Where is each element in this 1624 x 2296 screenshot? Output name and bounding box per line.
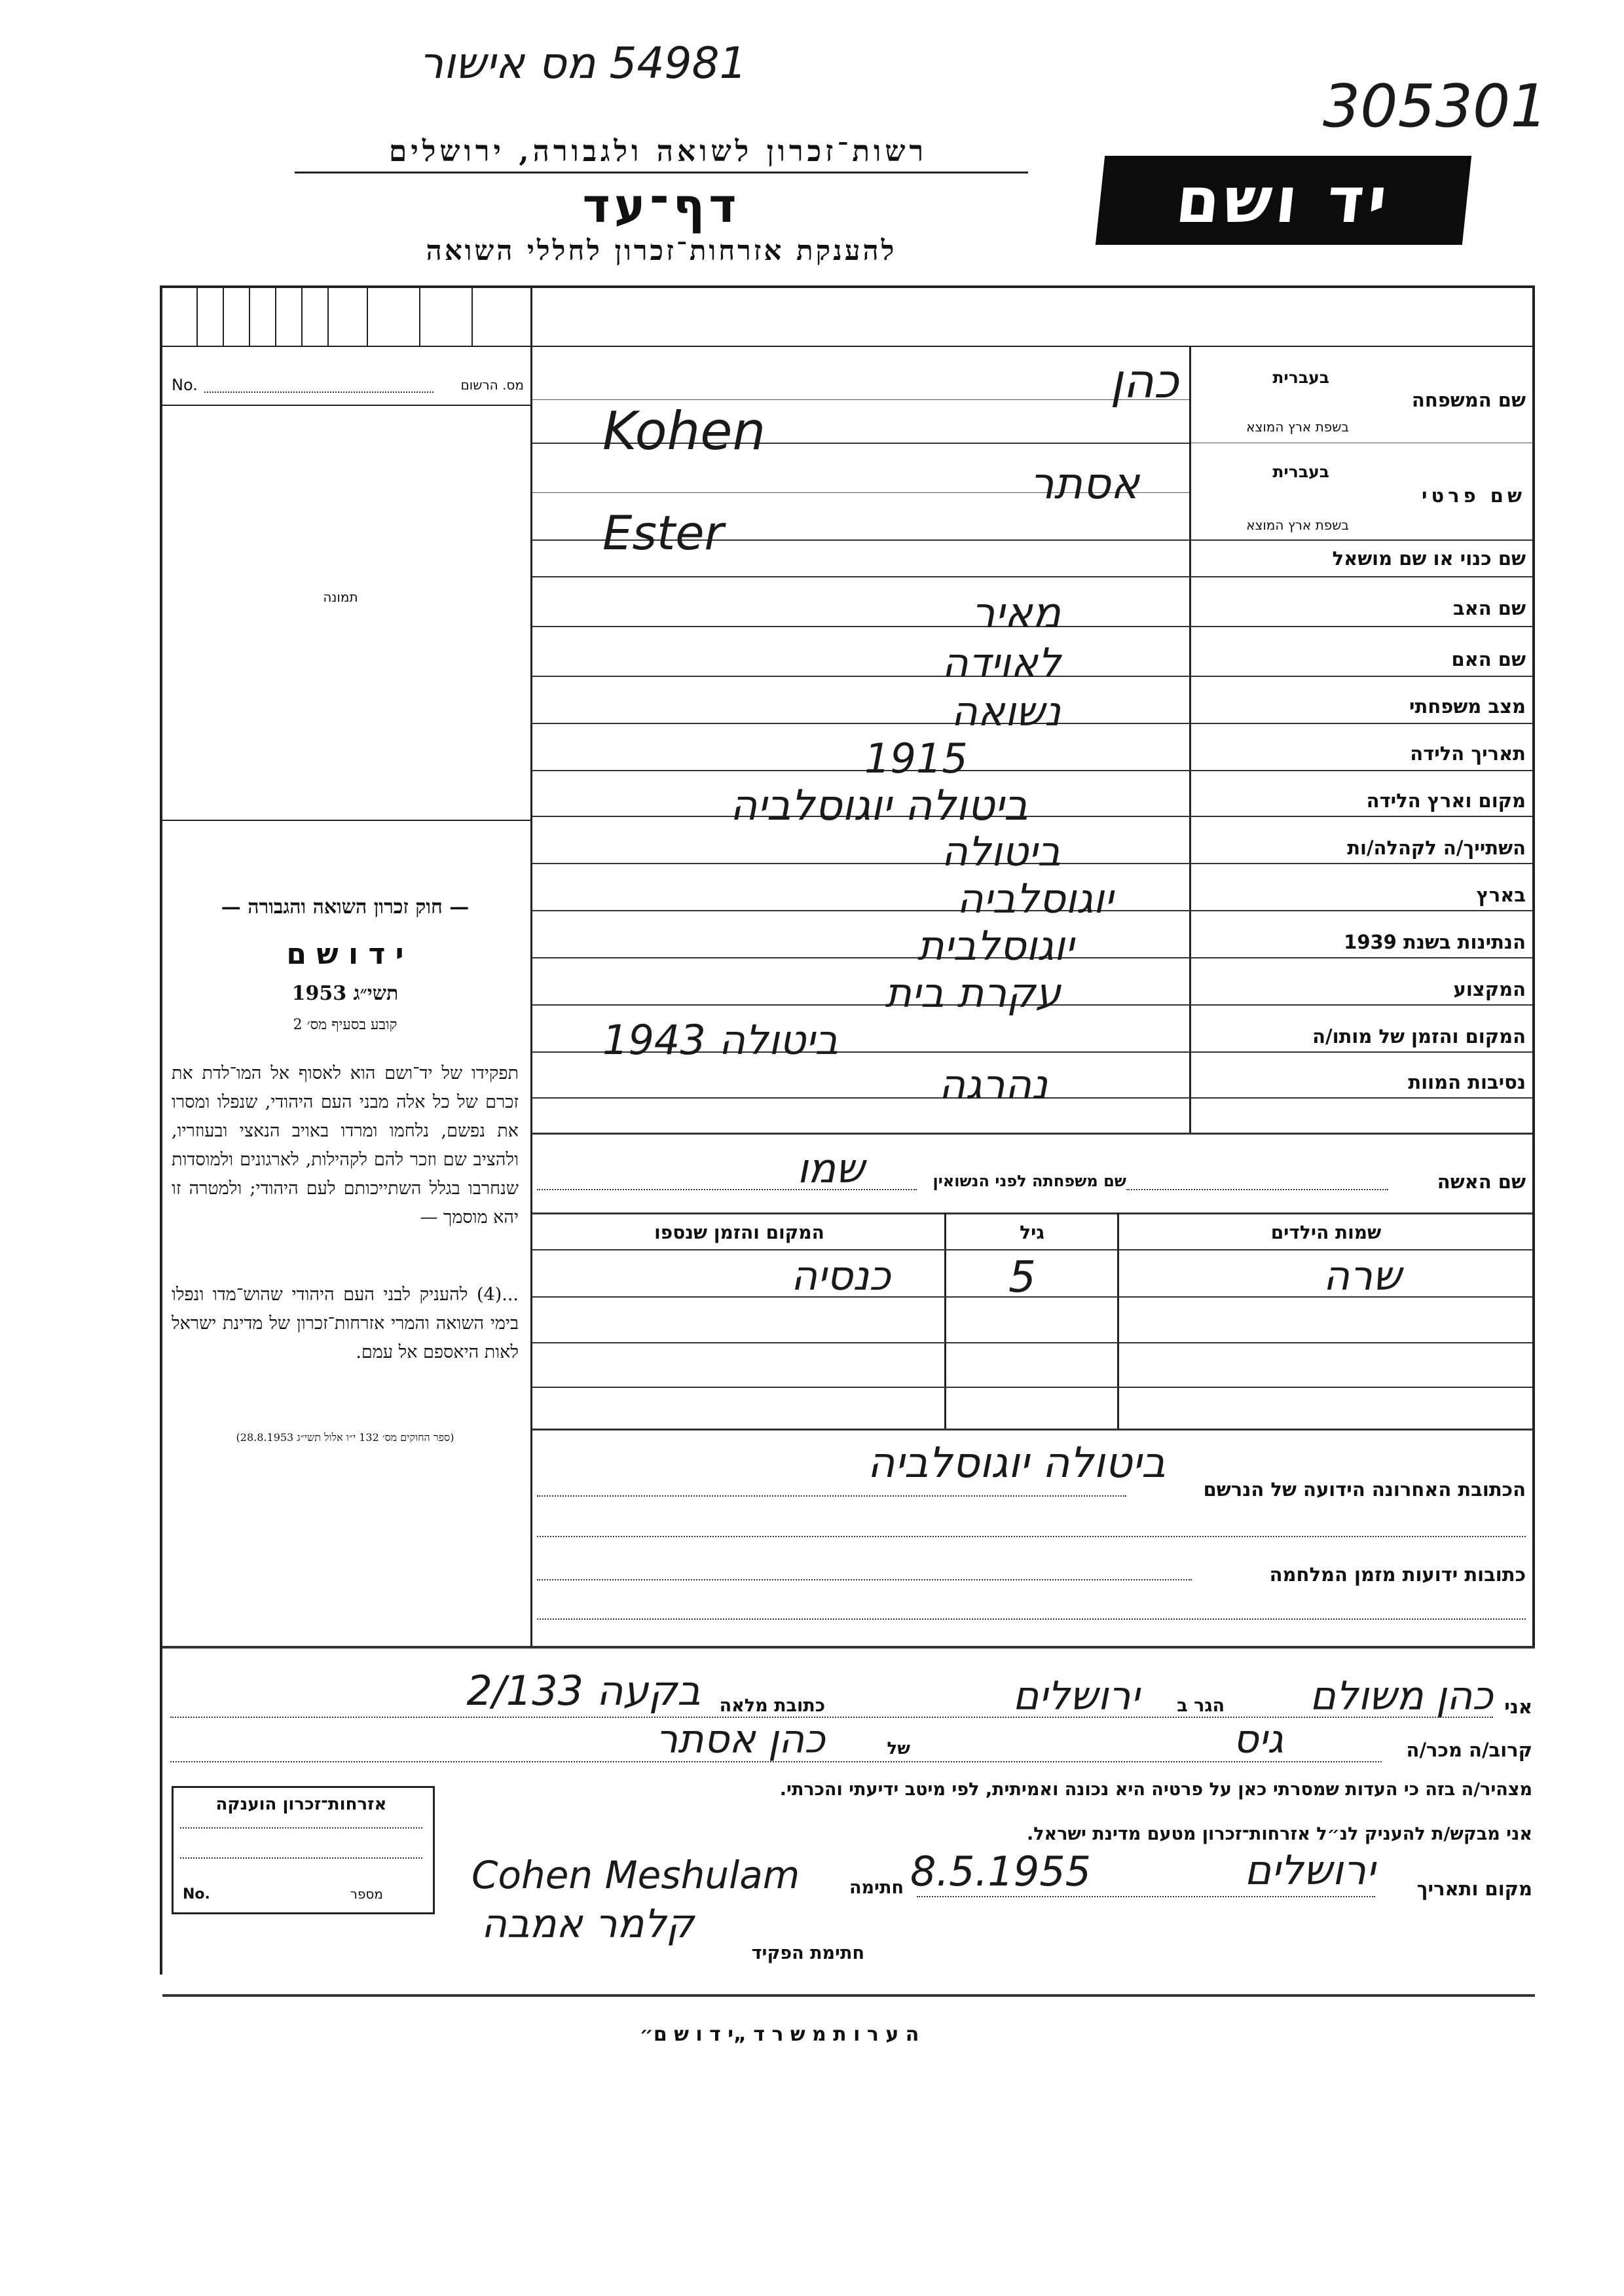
citizenship-granted-title: אזרחות־זכרון הוענקה: [215, 1795, 387, 1814]
citizenship-no-he: מספר: [350, 1886, 383, 1902]
office-notes: ה ע ר ו ת מ ש ר ד „י ד ו ש ם״: [639, 2023, 919, 2046]
last-address-label: הכתובת האחרונה הידועה של הנרשם: [1203, 1478, 1526, 1501]
wife-maiden-name: שמו: [797, 1144, 864, 1192]
birth-date: 1915: [864, 735, 968, 782]
declarant-label: אני: [1504, 1696, 1532, 1718]
law-title: — חוק זכרון השואה והגבורה —: [221, 896, 470, 919]
country-label: בארץ: [1476, 884, 1526, 906]
country: יוגוסלביה: [957, 875, 1113, 922]
family-name-label: שם המשפחה: [1411, 389, 1526, 411]
law-text-1: תפקידו של יד־ושם הוא לאסוף אל המו־לדת את זכרם של כל אלה מבני העם היהודי, שנפלו ומסרו את נפשם, נלחמו ומרדו באויב הנאצי ובעוזריו, ולהציב שם וזכר להם לקהילות, לארגונים ולמוסדות שנחרבו בגלל השתייכותם לעם היהודי; ולמטרה זו יהא מוסמך —: [172, 1063, 519, 1228]
form-frame-left: [160, 285, 162, 1975]
children-death-header: המקום והזמן שנספו: [654, 1222, 824, 1243]
family-name-origin: Kohen: [602, 401, 766, 462]
wife-name-label: שם האשה: [1437, 1171, 1526, 1193]
citizenship-granted-box: [172, 1786, 435, 1914]
community: ביטולה: [941, 828, 1061, 875]
death-place-time-label: המקום והזמן של מותו/ה: [1312, 1025, 1526, 1048]
family-name-hebrew-label: בעברית: [1272, 368, 1329, 387]
last-address: ביטולה יוגוסלביה: [867, 1439, 1166, 1487]
declarant-name: כהן משולם: [1310, 1673, 1493, 1719]
marital-status: נשואה: [951, 687, 1061, 735]
form-subtitle: להענקת אזרחות־זכרון לחללי השואה: [426, 234, 897, 266]
form-frame-right: [1532, 285, 1535, 1647]
nickname-label: שם כנוי או שם מושאל: [1332, 547, 1526, 570]
children-names-header: שמות הילדים: [1270, 1222, 1382, 1243]
form-title: דף־עד: [582, 178, 741, 233]
first-name-hebrew-label: בעברית: [1272, 462, 1329, 481]
place-date-label: מקום ותאריך: [1416, 1878, 1532, 1900]
resides-label: הגר ב: [1177, 1696, 1225, 1716]
first-name-hebrew: אסתר: [1029, 458, 1139, 509]
death-circumstances-label: נסיבות המוות: [1408, 1071, 1526, 1093]
children-age-header: גיל: [1020, 1222, 1044, 1243]
yad-vashem-logo: יד ושם: [1096, 156, 1471, 245]
relative-label: קרוב/ה מכר/ה: [1406, 1739, 1532, 1761]
wife-maiden-label: שם משפחתה לפני הנשואין: [932, 1172, 1126, 1190]
birth-date-label: תאריך הלידה: [1410, 742, 1526, 765]
marital-status-label: מצב משפחתי: [1409, 695, 1526, 718]
law-text-2: ...(4) להעניק לבני העם היהודי שהוש־מדו ונפלו בימי השואה והמרי אזרחות־זכרון של מדינת ישראל לאות היאספם אל עמם.: [172, 1285, 519, 1362]
full-address-label: כתובת מלאה: [719, 1696, 825, 1716]
profession-label: המקצוע: [1453, 978, 1526, 1000]
handwritten-file-number: 305301: [1323, 72, 1548, 141]
declarant-signature: Cohen Meshulam: [471, 1853, 800, 1897]
father-name-label: שם האב: [1452, 597, 1526, 619]
citizenship-1939: יוגוסלבית: [917, 922, 1074, 970]
law-reference: (ספר החוקים מס׳ 132 י״ו אלול תשי״ג 28.8.1953): [236, 1431, 454, 1444]
relative-relation: גיס: [1232, 1717, 1283, 1762]
death-circumstances: נהרגה: [938, 1061, 1048, 1108]
child-age: 5: [1008, 1252, 1036, 1302]
first-name-label: שם פרטי: [1421, 484, 1526, 507]
law-name: י ד ו ש ם: [286, 938, 404, 971]
date-value: 8.5.1955: [910, 1848, 1092, 1895]
officer-signature-label: חתימת הפקיד: [751, 1943, 864, 1963]
reg-no-label: No.: [172, 376, 198, 394]
father-name: מאיר: [971, 589, 1061, 638]
child-death-place: כנסיה: [790, 1252, 891, 1300]
mother-name: לאוידה: [942, 639, 1061, 687]
full-address: בקעה 2/133: [466, 1667, 701, 1715]
first-name-origin: Ester: [602, 505, 724, 560]
family-name-origin-label: בשפת ארץ המוצא: [1246, 419, 1349, 435]
citizenship-request: אני מבקש/ת להעניק לנ״ל אזרחות־זכרון מטעם מדינת ישראל.: [1026, 1824, 1532, 1844]
of-label: של: [887, 1739, 910, 1758]
photo-label: תמונה: [323, 589, 358, 605]
declaration-statement: מצהיר/ה בזה כי העדות שמסרתי כאן על פרטיה היא נכונה ואמיתית, לפי מיטב ידיעתי והכרתי.: [779, 1779, 1532, 1800]
citizenship-no-label: No.: [183, 1886, 210, 1903]
child-name: שרה: [1323, 1252, 1401, 1300]
citizenship-1939-label: הנתינות בשנת 1939: [1344, 931, 1526, 953]
war-address-label: כתובות ידועות מזמן המלחמה: [1269, 1563, 1526, 1586]
form-frame-top: [160, 285, 1535, 288]
reg-label: מס. הרשום: [460, 377, 524, 393]
officer-signature: קלמר אמבה: [481, 1901, 694, 1947]
relative-of-name: כהן אסתר: [655, 1717, 825, 1762]
family-name-hebrew: כהן: [1110, 354, 1179, 409]
place-value: ירושלים: [1244, 1846, 1375, 1894]
resides-city: ירושלים: [1012, 1673, 1139, 1719]
law-year: תשי״ג 1953: [291, 982, 399, 1005]
first-name-origin-label: בשפת ארץ המוצא: [1246, 517, 1349, 533]
death-place-time: 1943 ביטולה: [602, 1016, 839, 1064]
profession: עקרת בית: [885, 969, 1061, 1017]
birth-place-label: מקום וארץ הלידה: [1366, 790, 1526, 812]
law-clause: קובע בסעיף מס׳ 2: [293, 1017, 397, 1033]
birth-place: ביטולה יוגוסלביה: [729, 782, 1028, 830]
signature-label: חתימה: [849, 1878, 904, 1898]
institute-name: רשות־זכרון לשואה ולגבורה, ירושלים: [388, 135, 928, 168]
handwritten-approval: 54981 מס אישור: [419, 38, 747, 88]
mother-name-label: שם האם: [1451, 648, 1526, 670]
community-label: השתייך/ה לקהלה/ות: [1347, 837, 1526, 859]
